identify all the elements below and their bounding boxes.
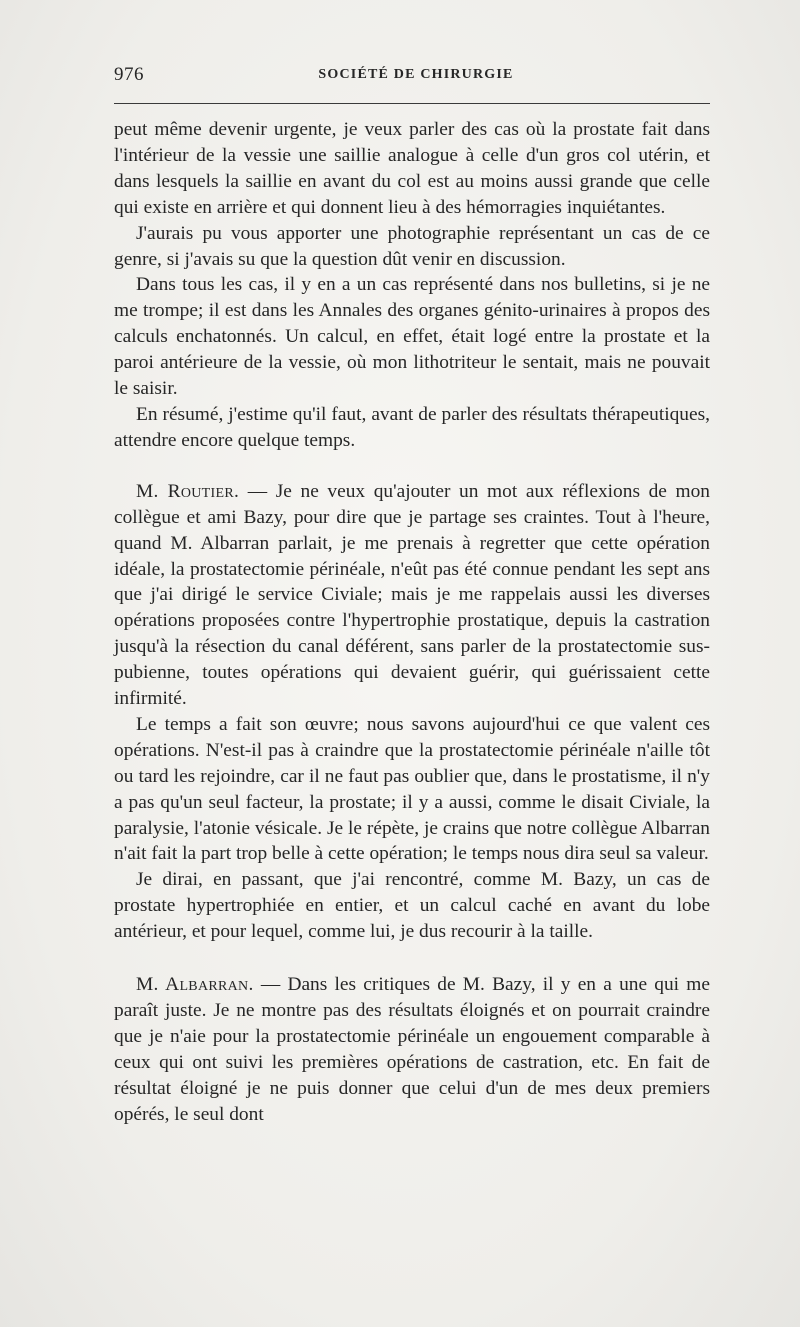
paragraph-6-text: Le temps a fait son œuvre; nous savons aujourd'hui ce que valent ces opérations. N'est-il pas à craindre que la prostatectomie périnéale n'aille tôt ou tard les rejoindre, car il ne faut pas oublier que, dans le prostatisme, il n'y a pas qu'un seul facteur, la prostate; il y a aussi, comme le disait Civiale, la paralysie, l'atonie vésicale. Je le répète, je crains que notre collègue Albarran n'ait fait la part trop belle à cette opération; le temps nous dira seul sa valeur.	[114, 713, 710, 865]
paragraph-6	[114, 712, 710, 867]
paragraph-3-text: Dans tous les cas, il y en a un cas représenté dans nos bulletins, si je ne me trompe; il est dans les Annales des organes génito-urinaires à propos des calculs enchatonnés. Un calcul, en effet, était logé entre la prostate et la paroi antérieure de la vessie, où mon lithotriteur le sentait, mais ne pouvait le saisir.	[114, 274, 710, 400]
speaker-albarran: M. Albarran.	[136, 974, 254, 996]
paragraph-3	[114, 272, 710, 402]
paragraph-7-text: Je dirai, en passant, que j'ai rencontré, comme M. Bazy, un cas de prostate hypertrophiée en entier, et un calcul caché en avant du lobe antérieur, et pour lequel, comme lui, je dus recourir à la taille.	[114, 869, 710, 943]
paragraph-2	[114, 221, 710, 273]
body-text	[114, 117, 710, 1128]
speaker-routier: M. Routier.	[136, 480, 240, 502]
page-header	[114, 64, 710, 90]
paragraph-2-text: J'aurais pu vous apporter une photographie représentant un cas de ce genre, si j'avais su que la question dût venir en discussion.	[114, 222, 710, 270]
header-rule	[114, 103, 710, 104]
paragraph-routier	[114, 479, 710, 712]
paragraph-albarran-text: — Dans les critiques de M. Bazy, il y en a une qui me paraît juste. Je ne montre pas des résultats éloignés et on pourrait craindre que je n'aie pour la prostatectomie périnéale un engouement comparable à ceux qui ont suivi les premières opérations de castration, etc. En fait de résultat éloigné je ne puis donner que celui d'un de mes deux premiers opérés, le seul dont	[114, 974, 710, 1125]
paragraph-1-text: peut même devenir urgente, je veux parler des cas où la prostate fait dans l'intérieur de la vessie une saillie analogue à celle d'un gros col utérin, et dans lesquels la saillie en avant du col est au moins aussi grande que celle qui existe en arrière et qui donnent lieu à des hémorragies inquiétantes.	[114, 119, 710, 218]
paragraph-7	[114, 867, 710, 945]
paragraph-4-text: En résumé, j'estime qu'il faut, avant de parler des résultats thérapeutiques, attendre encore quelque temps.	[114, 403, 710, 451]
paragraph-routier-text: — Je ne veux qu'ajouter un mot aux réflexions de mon collègue et ami Bazy, pour dire que je partage ses craintes. Tout à l'heure, quand M. Albarran parlait, je me prenais à regretter que cette opération idéale, la prostatectomie périnéale, n'eût pas été connue pendant les sept ans que j'ai dirigé le service Civiale; mais je me rappelais aussi les diverses opérations proposées contre l'hypertrophie prostatique, depuis la castration jusqu'à la résection du canal déférent, sans parler de la prostatectomie sus-pubienne, toutes opérations qui devaient guérir, qui guérissaient cette infirmité.	[114, 480, 710, 710]
paragraph-albarran	[114, 972, 710, 1127]
page-number: 976	[114, 64, 144, 85]
paragraph-1	[114, 117, 710, 221]
paragraph-4	[114, 402, 710, 454]
running-title: SOCIÉTÉ DE CHIRURGIE	[318, 67, 514, 82]
